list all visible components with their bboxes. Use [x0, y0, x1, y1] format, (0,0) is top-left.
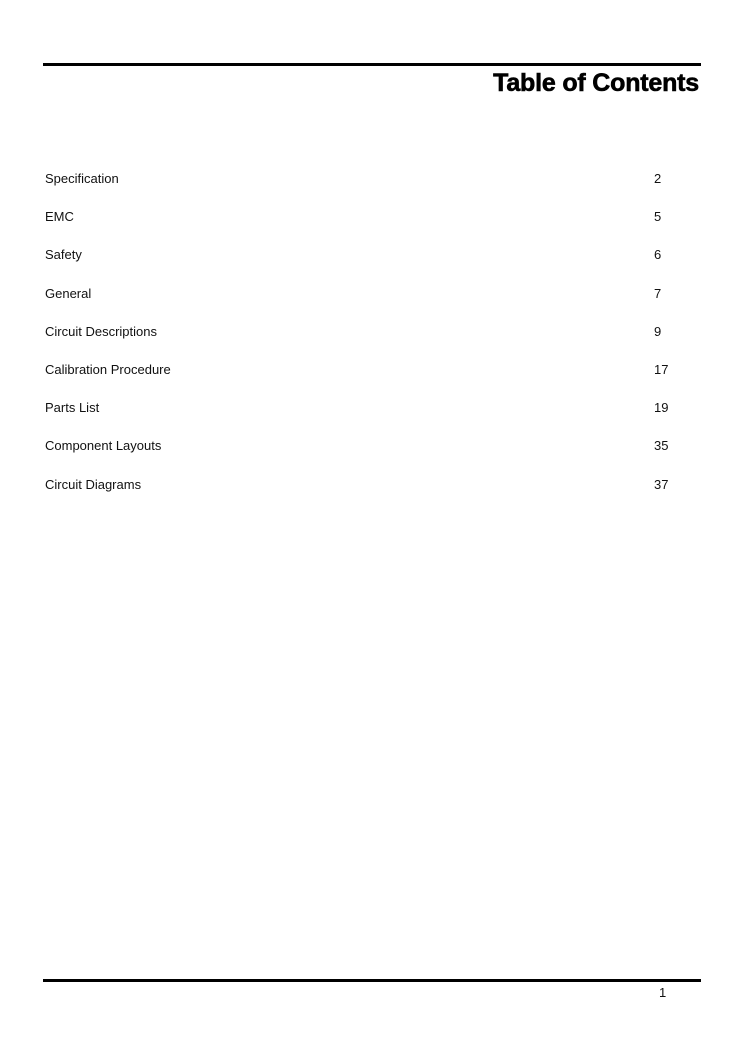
toc-entry-page: 35 — [654, 438, 669, 454]
toc-entry[interactable] — [45, 435, 675, 473]
toc-entry-page: 2 — [654, 171, 662, 186]
toc-entry[interactable] — [45, 244, 675, 282]
page-number: 1 — [659, 985, 667, 1000]
table-of-contents — [45, 168, 675, 512]
toc-entry-title: Parts List — [45, 400, 100, 416]
toc-entry-title: General — [45, 285, 92, 301]
toc-entry[interactable] — [45, 206, 675, 244]
toc-entry-title: Specification — [45, 171, 119, 186]
toc-entry-page: 7 — [654, 285, 662, 301]
page-title: Table of Contents — [493, 69, 699, 97]
footer-rule — [43, 979, 701, 982]
toc-entry[interactable] — [45, 397, 675, 435]
toc-entry-title: Safety — [45, 247, 82, 263]
toc-entry[interactable] — [45, 321, 675, 359]
toc-entry-title: Component Layouts — [45, 438, 162, 454]
toc-entry-page: 9 — [654, 323, 662, 339]
toc-entry-page: 5 — [654, 209, 662, 225]
toc-entry[interactable] — [45, 168, 675, 206]
toc-entry[interactable] — [45, 359, 675, 397]
toc-entry-page: 6 — [654, 247, 662, 263]
toc-entry-title: Circuit Diagrams — [45, 476, 142, 492]
toc-entry-title: Circuit Descriptions — [45, 323, 157, 339]
toc-entry[interactable] — [45, 474, 675, 512]
toc-entry-page: 37 — [654, 476, 669, 492]
toc-entry-page: 17 — [654, 361, 669, 377]
toc-entry[interactable] — [45, 283, 675, 321]
toc-entry-title: EMC — [45, 209, 74, 225]
toc-entry-page: 19 — [654, 400, 669, 416]
toc-entry-title: Calibration Procedure — [45, 361, 171, 377]
header-rule — [43, 63, 701, 66]
